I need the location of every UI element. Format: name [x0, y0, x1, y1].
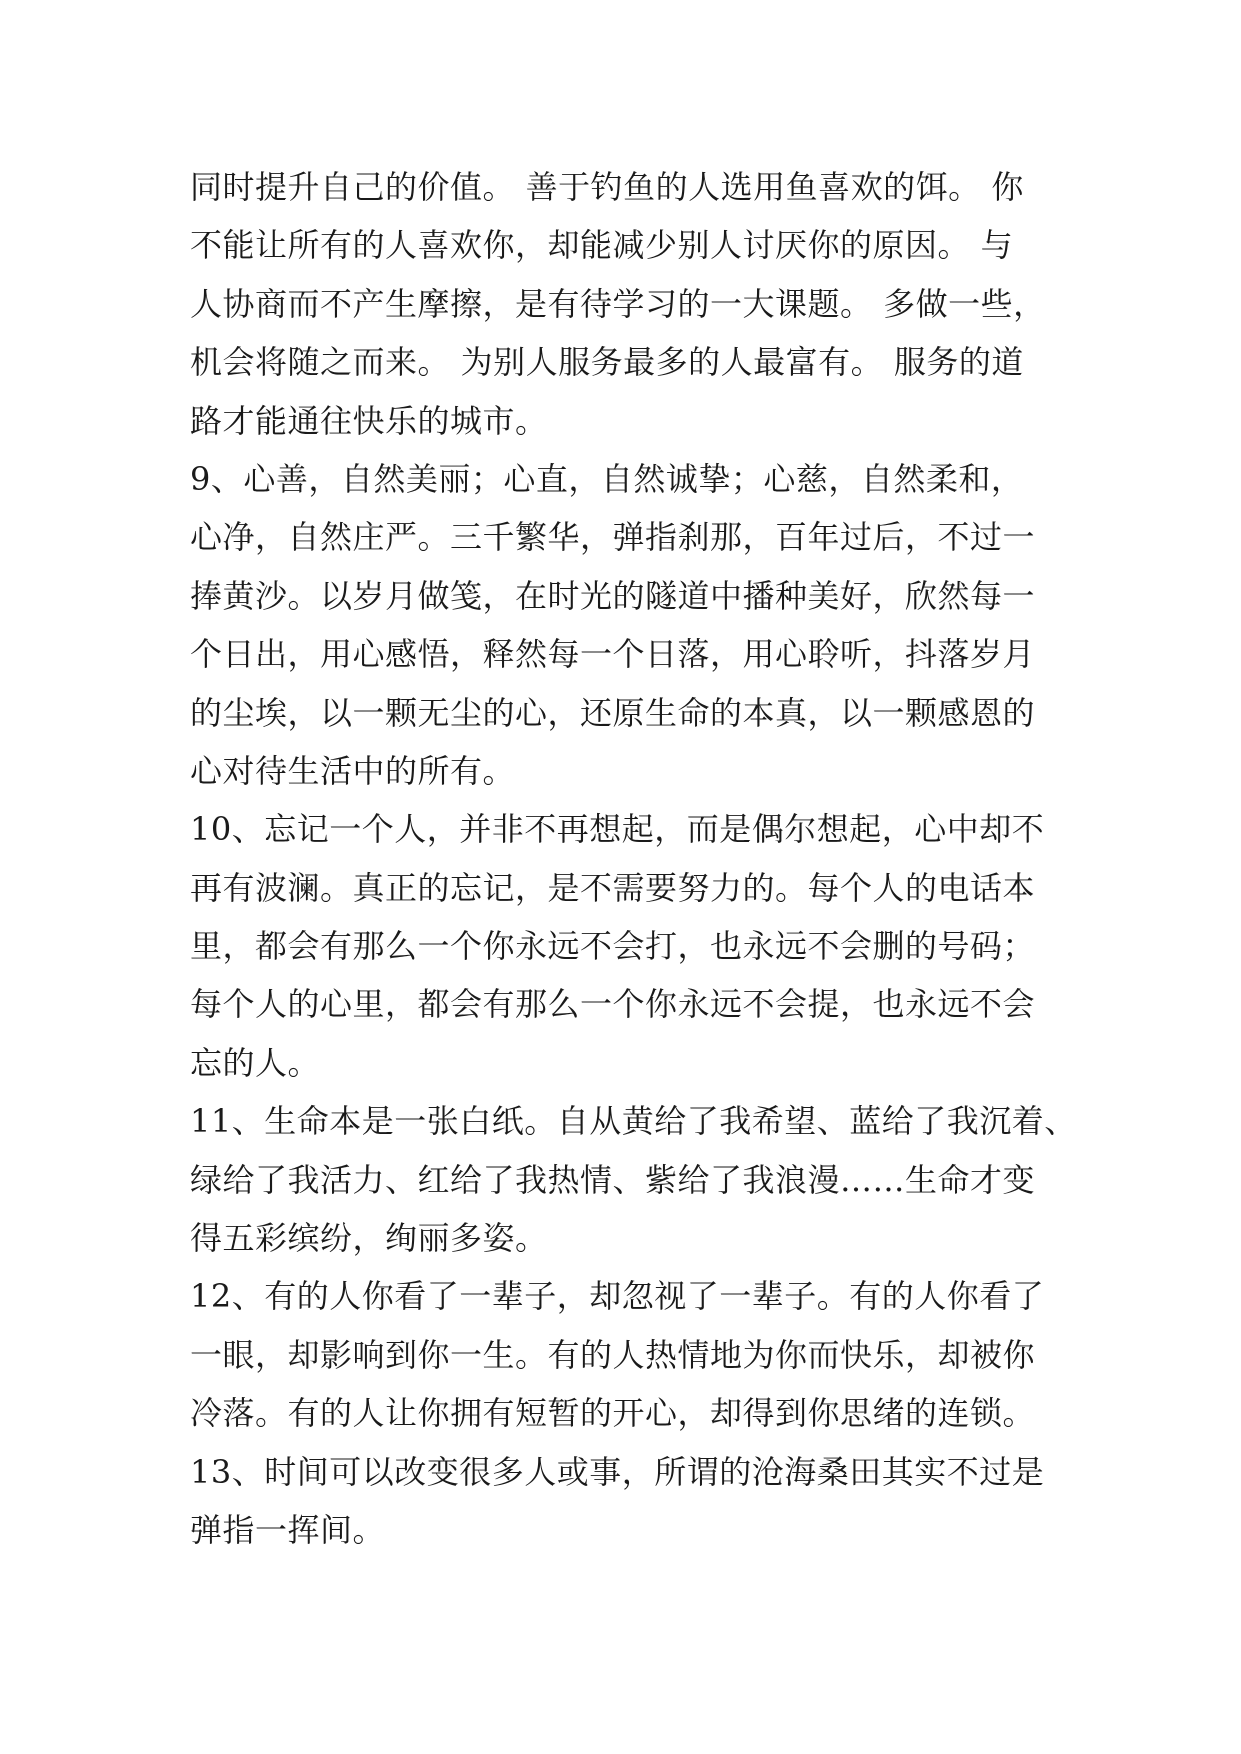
text-line: 的尘埃，以一颗无尘的心，还原生命的本真，以一颗感恩的 [190, 693, 1036, 732]
text-line: 同时提升自己的价值。 善于钓鱼的人选用鱼喜欢的饵。 你 [190, 168, 1024, 206]
text-line: 捧黄沙。以岁月做笺，在时光的隧道中播种美好，欣然每一 [190, 576, 1036, 615]
text-line: 路才能通往快乐的城市。 [190, 401, 548, 440]
text-line: 10、忘记一个人，并非不再想起，而是偶尔想起，心中却不 [190, 810, 1045, 849]
text-line: 13、时间可以改变很多人或事，所谓的沧海桑田其实不过是 [190, 1452, 1045, 1491]
text-line: 得五彩缤纷，绚丽多姿。 [190, 1219, 548, 1258]
text-line: 机会将随之而来。 为别人服务最多的人最富有。 服务的道 [190, 343, 1024, 382]
text-line: 个日出，用心感悟，释然每一个日落，用心聆听，抖落岁月 [190, 635, 1036, 674]
document-body [190, 158, 1077, 1559]
text-line: 9、心善，自然美丽；心直，自然诚挚；心慈，自然柔和， [190, 459, 1024, 498]
text-line: 11、生命本是一张白纸。自从黄给了我希望、蓝给了我沉着、 [190, 1102, 1077, 1141]
text-line: 再有波澜。真正的忘记，是不需要努力的。每个人的电话本 [190, 868, 1036, 907]
text-line: 12、有的人你看了一辈子，却忽视了一辈子。有的人你看了 [190, 1277, 1045, 1316]
text-line: 不能让所有的人喜欢你，却能减少别人讨厌你的原因。 与 [190, 226, 1014, 265]
text-line: 里，都会有那么一个你永远不会打，也永远不会删的号码； [190, 927, 1036, 966]
text-line: 忘的人。 [190, 1043, 321, 1082]
text-line: 一眼，却影响到你一生。有的人热情地为你而快乐，却被你 [190, 1335, 1036, 1374]
text-line: 心对待生活中的所有。 [190, 751, 516, 790]
text-line: 心净，自然庄严。三千繁华，弹指刹那，百年过后，不过一 [190, 518, 1036, 557]
text-line: 每个人的心里，都会有那么一个你永远不会提，也永远不会 [190, 985, 1036, 1024]
text-line: 绿给了我活力、红给了我热情、紫给了我浪漫……生命才变 [190, 1160, 1036, 1199]
text-line: 弹指一挥间。 [190, 1510, 386, 1549]
text-line: 冷落。有的人让你拥有短暂的开心，却得到你思绪的连锁。 [190, 1394, 1036, 1433]
text-line: 人协商而不产生摩擦，是有待学习的一大课题。 多做一些， [190, 284, 1046, 323]
